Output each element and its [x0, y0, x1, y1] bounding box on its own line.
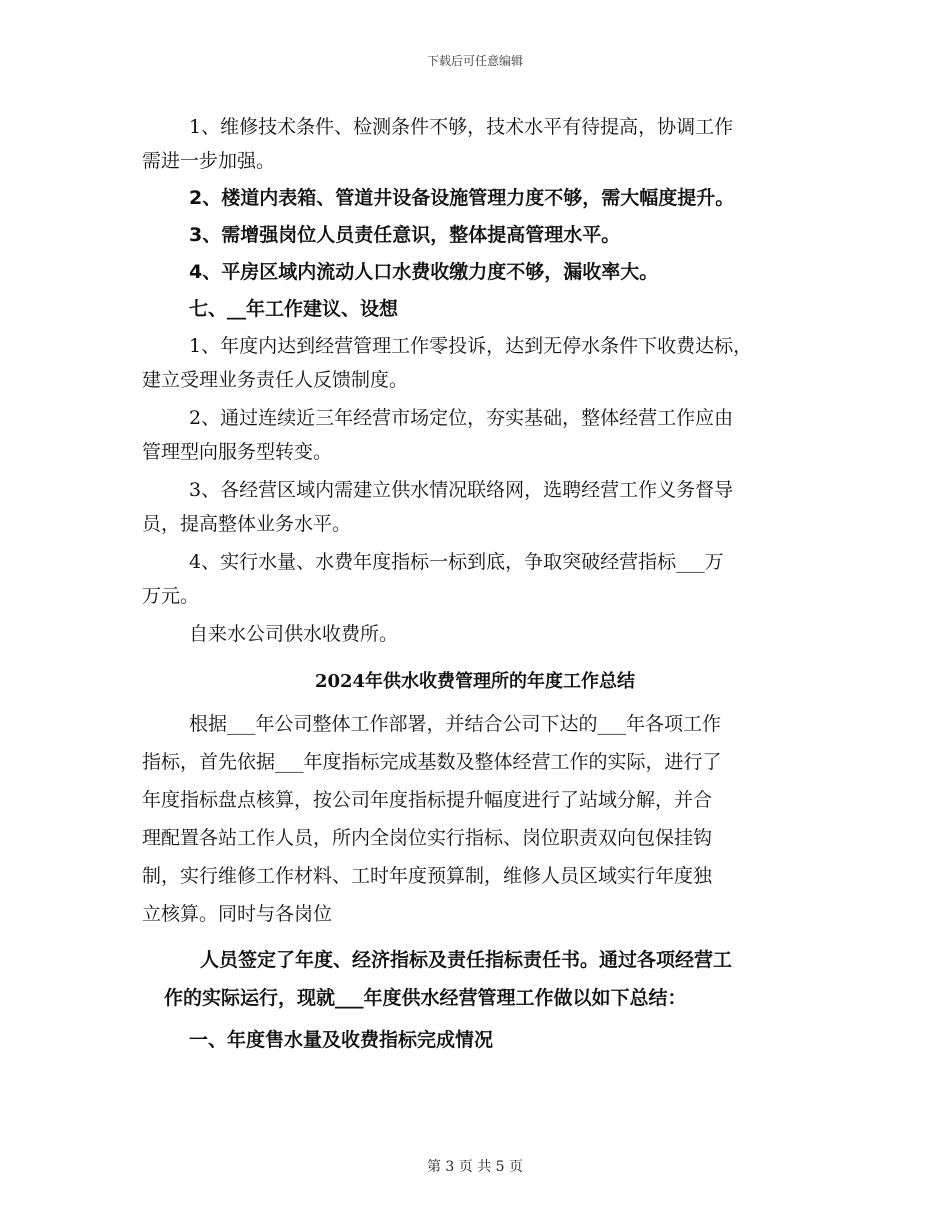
report-paragraph-line-4: 理配置各站工作人员，所内全岗位实行指标、岗位职责双向包保挂钩 [142, 827, 713, 849]
suggestion-1-line-1: 1、年度内达到经营管理工作零投诉，达到无停水条件下收费达标， [189, 335, 753, 357]
suggestion-3-line-1: 3、各经营区域内需建立供水情况联络网，选聘经营工作义务督导 [189, 479, 734, 501]
report-title: 2024年供水收费管理所的年度工作总结 [314, 671, 636, 692]
issue-item-2: 2、楼道内表箱、管道井设备设施管理力度不够，需大幅度提升。 [189, 187, 735, 209]
suggestion-2-line-2: 管理型向服务型转变。 [142, 441, 333, 463]
suggestion-2-line-1: 2、通过连续近三年经营市场定位，夯实基础，整体经营工作应由 [189, 407, 734, 429]
section-7-heading: 七、__年工作建议、设想 [189, 298, 399, 320]
suggestion-3-line-2: 员，提高整体业务水平。 [142, 513, 352, 535]
issue-item-4: 4、平房区域内流动人口水费收缴力度不够，漏收率大。 [189, 261, 659, 283]
report-bold-block [142, 943, 808, 1057]
report-bold-line-2: 作的实际运行，现就___年度供水经营管理工作做以如下总结： [164, 987, 687, 1009]
suggestion-1-line-2: 建立受理业务责任人反馈制度。 [142, 369, 409, 391]
report-paragraph-line-3: 年度指标盘点核算，按公司年度指标提升幅度进行了站域分解，并合 [142, 789, 713, 811]
document-body [142, 110, 808, 1057]
issue-item-1-line-1: 1、维修技术条件、检测条件不够，技术水平有待提高，协调工作 [189, 116, 734, 138]
signature: 自来水公司供水收费所。 [189, 623, 399, 645]
suggestion-4-line-1: 4、实行水量、水费年度指标一标到底，争取突破经营指标___万 [189, 551, 724, 573]
report-paragraph-line-5: 制，实行维修工作材料、工时年度预算制，维修人员区域实行年度独 [142, 865, 713, 887]
report-paragraph-line-1: 根据___年公司整体工作部署，并结合公司下达的___年各项工作 [189, 713, 722, 735]
section-1-heading: 一、年度售水量及收费指标完成情况 [189, 1029, 494, 1051]
suggestion-4-line-2: 万元。 [142, 585, 200, 607]
page-footer: 第 3 页 共 5 页 [426, 1159, 524, 1175]
report-paragraph-line-6: 立核算。同时与各岗位 [142, 903, 333, 925]
issue-item-3: 3、需增强岗位人员责任意识，整体提高管理水平。 [189, 224, 621, 246]
issue-item-1-line-2: 需进一步加强。 [142, 150, 276, 172]
report-bold-line-1: 人员签定了年度、经济指标及责任指标责任书。通过各项经营工 [200, 949, 733, 971]
report-paragraph-line-2: 指标，首先依据___年度指标完成基数及整体经营工作的实际，进行了 [142, 751, 722, 773]
page-header: 下载后可任意编辑 [426, 54, 523, 68]
